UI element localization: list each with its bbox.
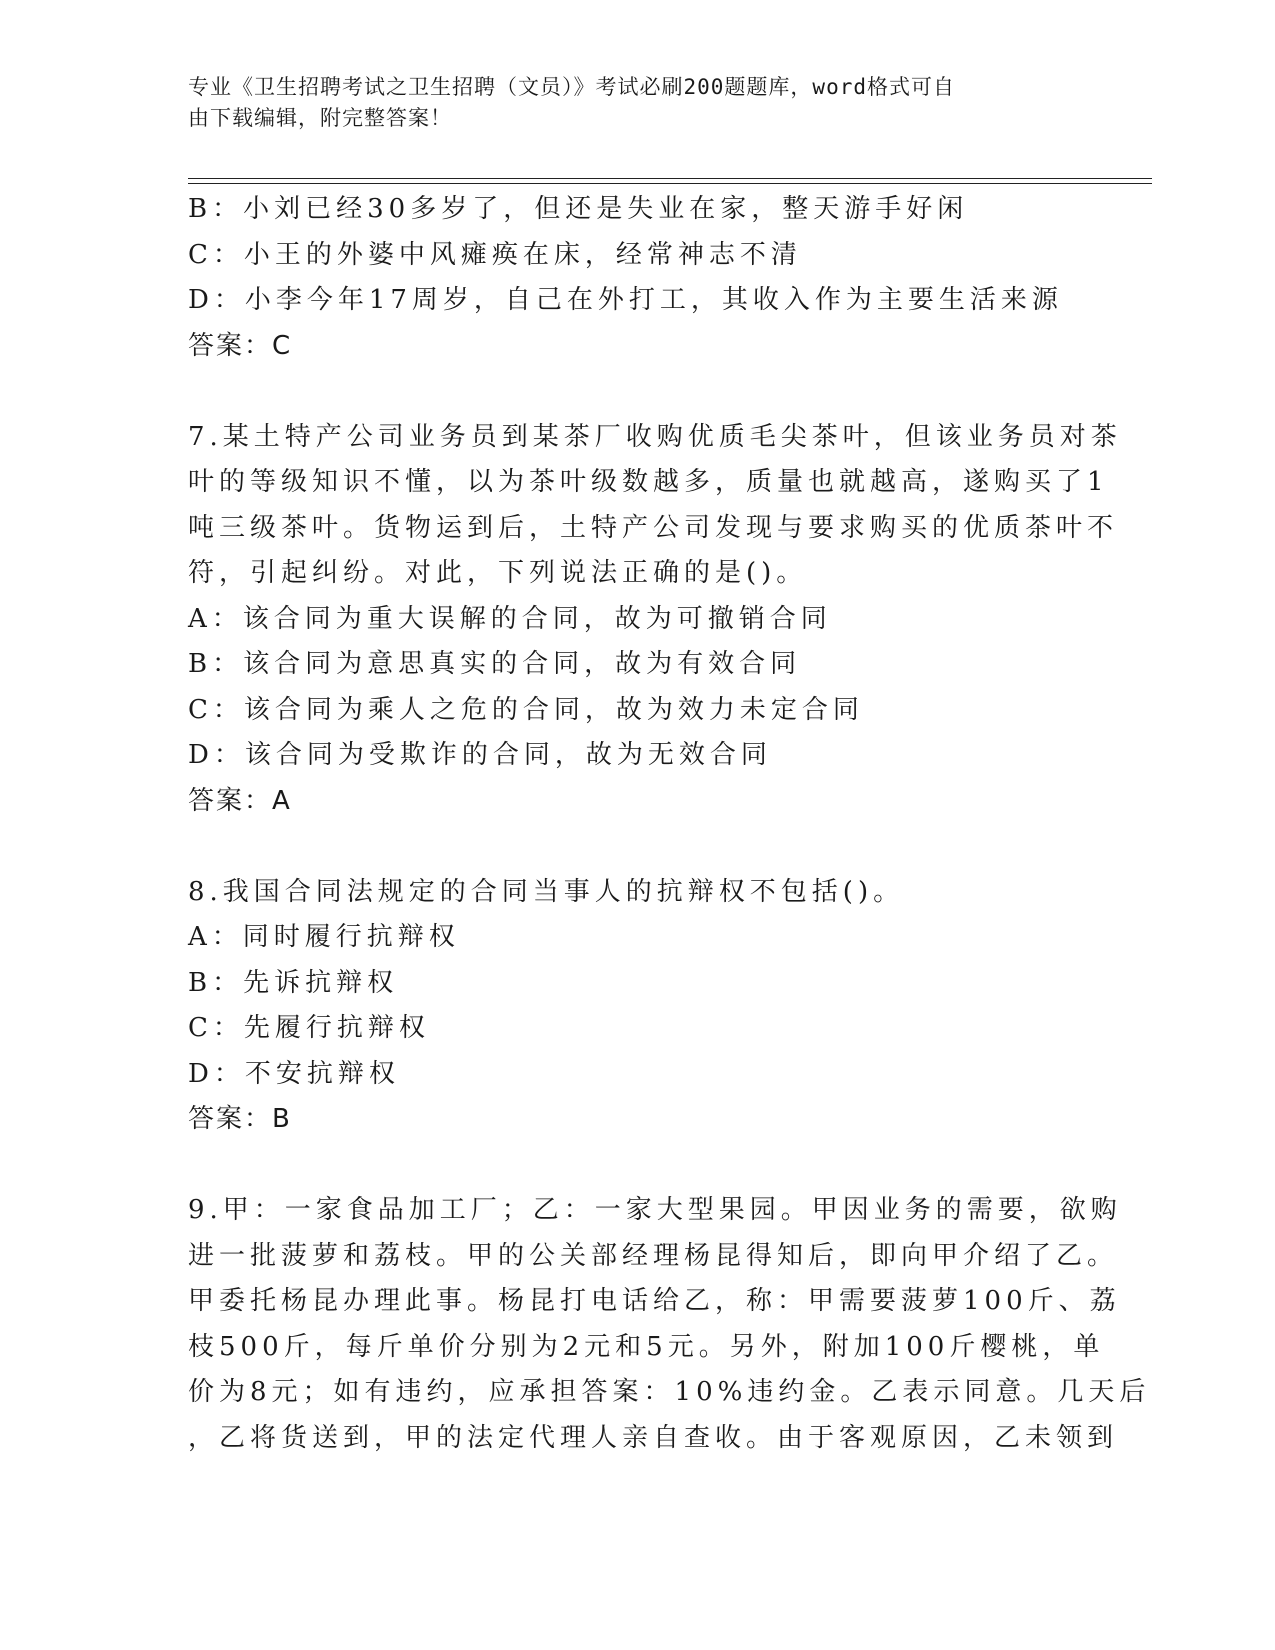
answer: 答案：A [188,785,292,816]
option-c: C：该合同为乘人之危的合同，故为效力未定合同 [188,694,864,725]
header-divider-bottom [188,183,1152,184]
spacer [188,369,1068,415]
option-a: A：该合同为重大误解的合同，故为可撤销合同 [188,603,832,634]
question-text-line: 7.某土特产公司业务员到某茶厂收购优质毛尖茶叶，但该业务员对茶 [188,421,1122,452]
question-text-line: 进一批菠萝和荔枝。甲的公关部经理杨昆得知后，即向甲介绍了乙。 [188,1240,1119,1271]
option-c: C：先履行抗辩权 [188,1013,430,1043]
option-d: D：该合同为受欺诈的合同，故为无效合同 [188,740,772,770]
question-9 [188,1188,1151,1461]
question-text-line: 9.甲：一家食品加工厂；乙：一家大型果园。甲因业务的需要，欲购 [188,1195,1122,1225]
document-header [188,72,1068,134]
question-text-line: ，乙将货送到，甲的法定代理人亲自查收。由于客观原因，乙未领到 [188,1422,1119,1453]
option-b: B：该合同为意思真实的合同，故为有效合同 [188,649,802,679]
header-divider-top [188,178,1152,179]
answer: 答案：B [188,1104,292,1134]
spacer [188,1143,1068,1189]
question-text-line: 吨三级茶叶。货物运到后，土特产公司发现与要求购买的优质茶叶不 [188,512,1119,543]
question-8 [188,870,1068,1143]
question-7 [188,415,1122,825]
question-text-line: 叶的等级知识不懂，以为茶叶级数越多，质量也就越高，遂购买了1 [188,467,1109,497]
question-6-tail [188,187,1068,369]
option-d: D：不安抗辩权 [188,1058,400,1089]
option-b: B：小刘已经30多岁了，但还是失业在家，整天游手好闲 [188,194,969,224]
header-title-line-1: 专业《卫生招聘考试之卫生招聘（文员）》考试必刷200题题库，word格式可自 [188,75,955,99]
question-text-line: 价为8元；如有违约，应承担答案：10%违约金。乙表示同意。几天后 [188,1377,1151,1407]
question-text-line: 符，引起纠纷。对此，下列说法正确的是()。 [188,558,808,588]
question-text-line: 8.我国合同法规定的合同当事人的抗辩权不包括()。 [188,876,905,907]
option-c: C：小王的外婆中风瘫痪在床，经常神志不清 [188,239,802,270]
spacer [188,824,1068,870]
option-b: B：先诉抗辩权 [188,967,399,998]
answer: 答案：C [188,330,293,361]
question-text-line: 枝500斤，每斤单价分别为2元和5元。另外，附加100斤樱桃，单 [188,1331,1105,1362]
option-a: A：同时履行抗辩权 [188,922,460,952]
question-text-line: 甲委托杨昆办理此事。杨昆打电话给乙，称：甲需要菠萝100斤、荔 [188,1286,1121,1316]
document-body [188,187,1151,1461]
header-title-line-2: 由下载编辑，附完整答案！ [188,106,452,130]
option-d: D：小李今年17周岁，自己在外打工，其收入作为主要生活来源 [188,285,1063,315]
